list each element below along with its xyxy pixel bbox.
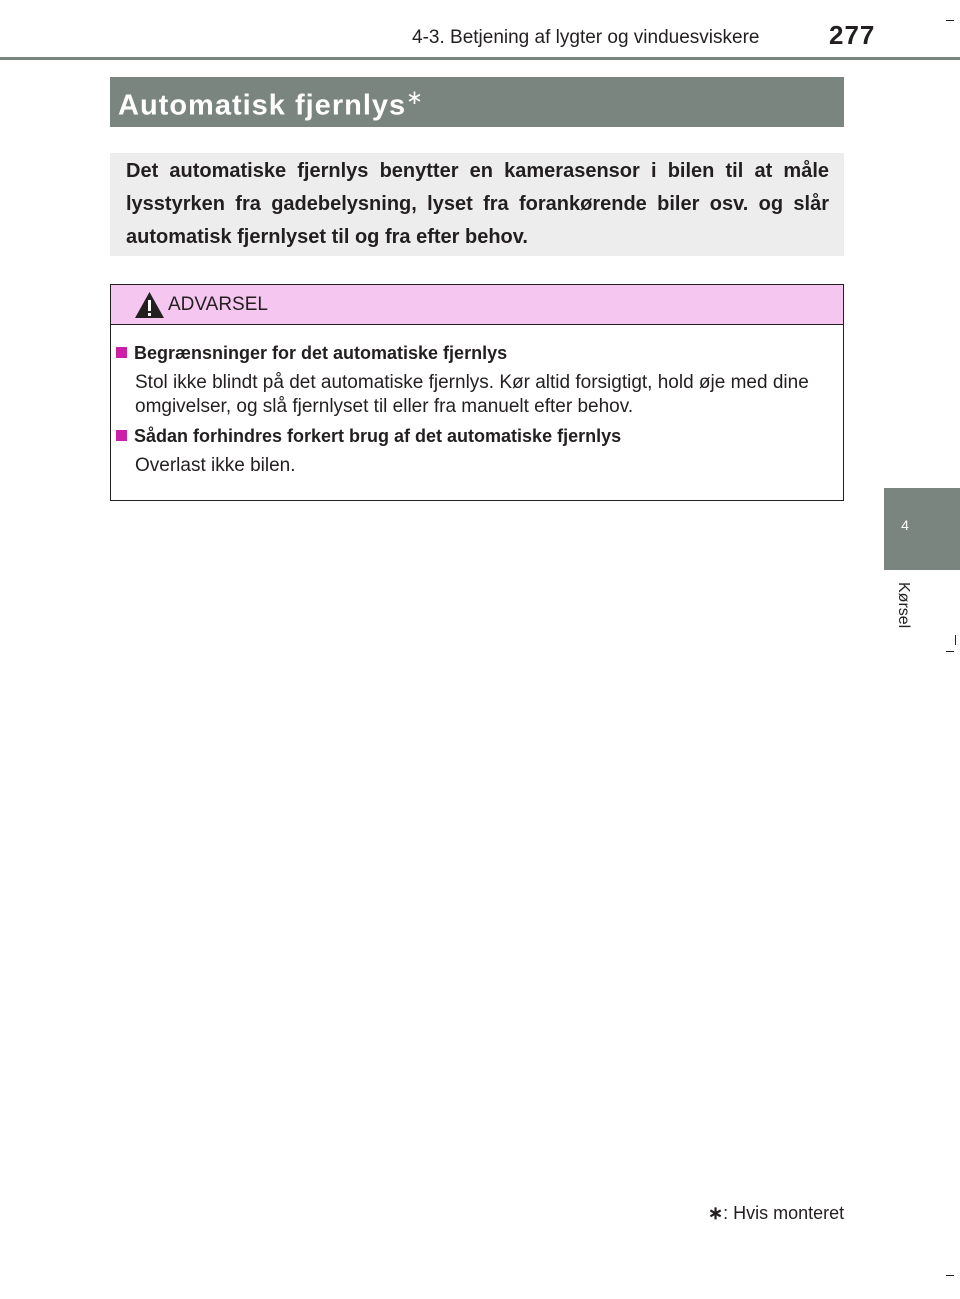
chapter-label: Kørsel: [895, 582, 912, 629]
chapter-number: 4: [901, 517, 909, 533]
square-bullet-icon: [116, 347, 127, 358]
warning-item-body: Overlast ikke bilen.: [135, 455, 296, 476]
crop-mark-right-upper: [955, 635, 956, 645]
warning-title: ADVARSEL: [168, 294, 268, 315]
warning-item-heading: [116, 426, 621, 447]
warning-box: [110, 284, 844, 501]
intro-text: Det automatiske fjernlys benytter en kamerasensor i bilen til at måle lysstyrken fra gadebelysning, lyset fra forankørende biler osv. og slår automatisk fjernlyset til og fra efter behov.: [126, 160, 829, 248]
crop-mark-right-mid: [946, 651, 954, 652]
intro-box: [110, 153, 844, 256]
square-bullet-icon: [116, 430, 127, 441]
running-header: 4-3. Betjening af lygter og vinduesviskere: [412, 27, 760, 48]
warning-header: [111, 285, 843, 325]
section-title-text: Automatisk fjernlys: [118, 89, 407, 122]
footnote: [708, 1203, 844, 1224]
warning-item-body: Stol ikke blindt på det automatiske fjernlys. Kør altid forsigtigt, hold øje med dine omgivelser, og slå fjernlyset til eller fra manuelt efter behov.: [135, 372, 809, 417]
crop-mark-top-right: [946, 20, 954, 21]
chapter-tab: [884, 488, 960, 570]
warning-item-heading-text: Begrænsninger for det automatiske fjernlys: [134, 343, 508, 363]
warning-item-heading: [116, 343, 507, 364]
footnote-asterisk: ∗: [708, 1203, 724, 1223]
page-number: 277: [829, 20, 876, 50]
section-title-banner: [110, 77, 844, 127]
asterisk-mark: ∗: [406, 87, 424, 109]
section-title: [118, 85, 424, 123]
crop-mark-bottom-right: [946, 1275, 954, 1276]
warning-triangle-icon: [134, 291, 165, 319]
warning-item-heading-text: Sådan forhindres forkert brug af det automatiske fjernlys: [134, 426, 622, 446]
footnote-text: : Hvis monteret: [723, 1203, 845, 1223]
header-rule: [0, 57, 960, 60]
